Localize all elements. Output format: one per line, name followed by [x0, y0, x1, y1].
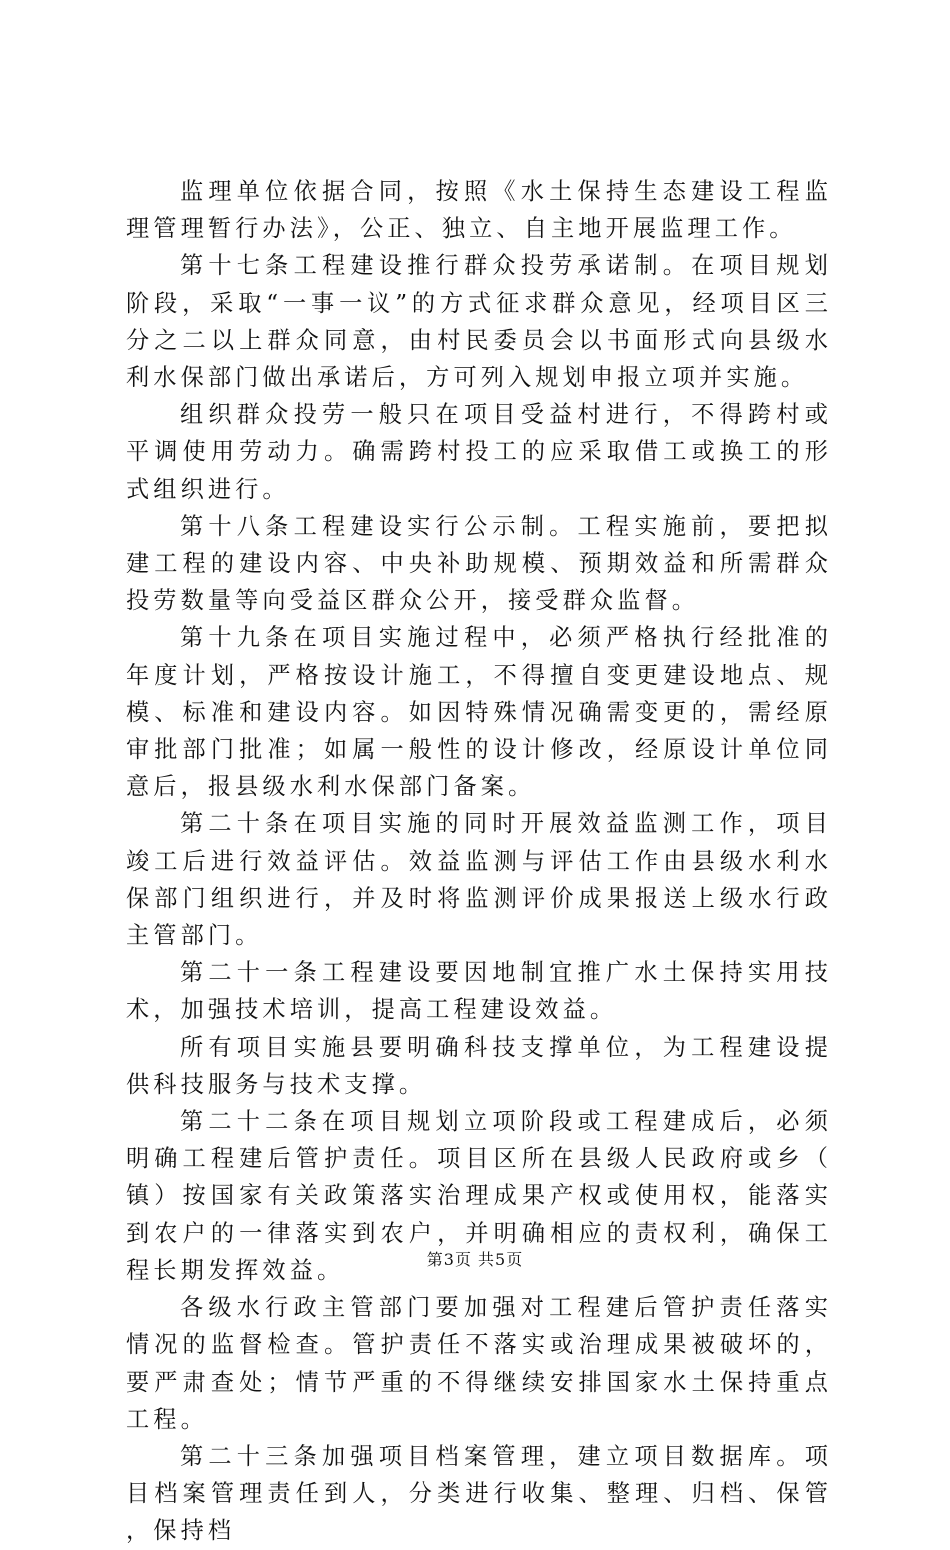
paragraph-article-20: 第二十条在项目实施的同时开展效益监测工作，项目竣工后进行效益评估。效益监测与评估工作由县级水利水保部门组织进行，并及时将监测评价成果报送上级水行政主管部门。: [126, 810, 832, 950]
paragraph-article-18: 第十八条工程建设实行公示制。工程实施前，要把拟建工程的建设内容、中央补助规模、预期效益和所需群众投劳数量等向受益区群众公开，接受群众监督。: [126, 512, 832, 615]
paragraph-labor-organization: 组织群众投劳一般只在项目受益村进行，不得跨村或平调使用劳动力。确需跨村投工的应采取借工或换工的形式组织进行。: [126, 401, 832, 503]
paragraph-supervision-inspection: 各级水行政主管部门要加强对工程建后管护责任落实情况的监督检查。管护责任不落实或治理成果被破坏的，要严肃查处；情节严重的不得继续安排国家水土保持重点工程。: [126, 1294, 832, 1433]
paragraph-tech-support: 所有项目实施县要明确科技支撑单位，为工程建设提供科技服务与技术支撑。: [126, 1033, 832, 1098]
document-body: [126, 173, 832, 1550]
paragraph-article-22: 第二十二条在项目规划立项阶段或工程建成后，必须明确工程建后管护责任。项目区所在县级人民政府或乡（镇）按国家有关政策落实治理成果产权或使用权，能落实到农户的一律落实到农户，并明确相应的责权利，确保工程长期发挥效益。: [126, 1108, 832, 1284]
paragraph-article-21: 第二十一条工程建设要因地制宜推广水土保持实用技术，加强技术培训，提高工程建设效益。: [126, 959, 832, 1024]
paragraph-supervision: 监理单位依据合同，按照《水土保持生态建设工程监理管理暂行办法》，公正、独立、自主地开展监理工作。: [126, 178, 832, 243]
page-number-footer: 第3页 共5页: [426, 1250, 524, 1269]
paragraph-article-19: 第十九条在项目实施过程中，必须严格执行经批准的年度计划，严格按设计施工，不得擅自变更建设地点、规模、标准和建设内容。如因特殊情况确需变更的，需经原审批部门批准；如属一般性的设计修改，经原设计单位同意后，报县级水利水保部门备案。: [126, 624, 832, 801]
paragraph-article-17: 第十七条工程建设推行群众投劳承诺制。在项目规划阶段，采取“一事一议”的方式征求群众意见，经项目区三分之二以上群众同意，由村民委员会以书面形式向县级水利水保部门做出承诺后，方可列入规划申报立项并实施。: [126, 252, 832, 392]
paragraph-article-23: 第二十三条加强项目档案管理，建立项目数据库。项目档案管理责任到人，分类进行收集、整理、归档、保管，保持档: [126, 1442, 832, 1545]
